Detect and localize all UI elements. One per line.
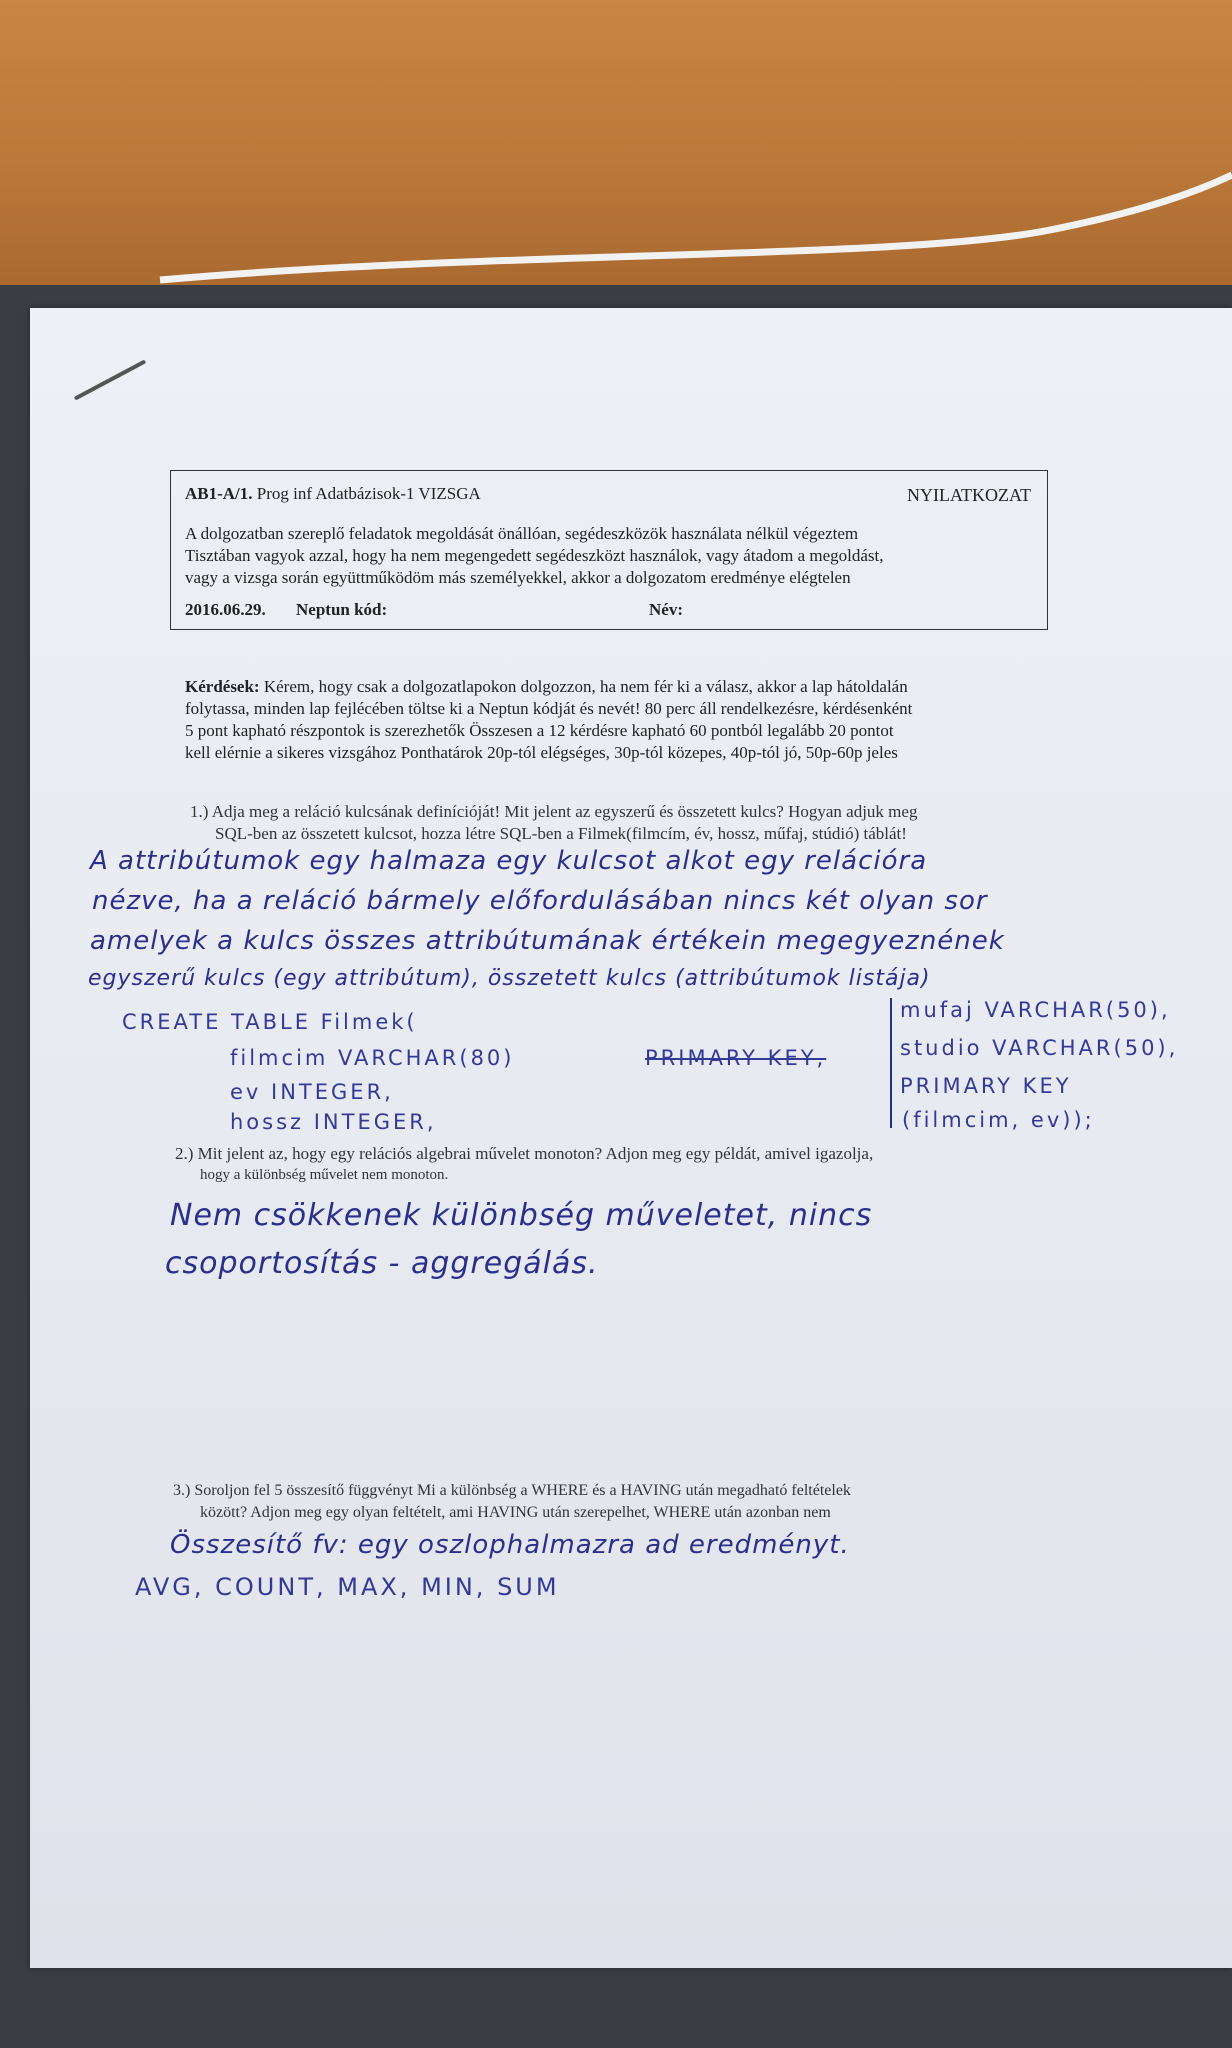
declaration-line: A dolgozatban szereplő feladatok megoldását önállóan, segédeszközök használata nélkül végeztem	[185, 524, 859, 543]
wooden-desk	[0, 0, 1232, 300]
answer-3-line: AVG, COUNT, MAX, MIN, SUM	[135, 1573, 560, 1601]
instructions-line: Kérem, hogy csak a dolgozatlapokon dolgozzon, ha nem fér ki a válasz, akkor a lap hátoldalán	[263, 677, 908, 696]
header-box	[170, 470, 1048, 630]
sql-struck: PRIMARY KEY,	[645, 1046, 827, 1070]
sql-line: mufaj VARCHAR(50),	[900, 998, 1171, 1022]
sql-line: (filmcim, ev));	[902, 1108, 1095, 1132]
exam-sheet	[30, 308, 1232, 1968]
neptun-label: Neptun kód:	[296, 600, 388, 619]
instructions-line: kell elérnie a sikeres vizsgához Ponthatárok 20p-tól elégséges, 30p-tól közepes, 40p-tól jó, 50p-60p jeles	[185, 743, 898, 762]
instructions-line: folytassa, minden lap fejlécében töltse ki a Neptun kódját és nevét! 80 perc áll rendelkezésre, kérdésenként	[185, 699, 913, 718]
cable-icon	[0, 0, 1232, 300]
header-line	[185, 483, 481, 504]
sql-line: hossz INTEGER,	[230, 1110, 437, 1134]
question-2-line: 2.) Mit jelent az, hogy egy relációs algebrai művelet monoton? Adjon meg egy példát, amivel igazolja,	[175, 1144, 874, 1163]
exam-code: AB1-A/1.	[185, 484, 253, 503]
instructions	[185, 676, 1055, 697]
sql-line: filmcim VARCHAR(80)	[230, 1046, 515, 1070]
divider-line	[890, 998, 892, 1128]
sql-line: ev INTEGER,	[230, 1080, 394, 1104]
instructions-lead: Kérdések:	[185, 677, 260, 696]
answer-1-line: A attribútumok egy halmaza egy kulcsot alkot egy relációra	[90, 846, 928, 876]
staple-mark	[74, 359, 147, 400]
question-3-line: 3.) Soroljon fel 5 összesítő függvényt Mi a különbség a WHERE és a HAVING után megadható feltételek	[173, 1482, 851, 1499]
question-1-line: 1.) Adja meg a reláció kulcsának definícióját! Mit jelent az egyszerű és összetett kulcs? Hogyan adjuk meg	[190, 802, 918, 821]
sql-line: CREATE TABLE Filmek(	[122, 1010, 418, 1034]
course-name: Prog inf Adatbázisok-1 VIZSGA	[256, 484, 481, 503]
sql-line: PRIMARY KEY	[900, 1074, 1072, 1098]
declaration-line: Tisztában vagyok azzal, hogy ha nem megengedett segédeszközt használok, vagy átadom a megoldást,	[185, 546, 884, 565]
answer-1-line: egyszerű kulcs (egy attribútum), összetett kulcs (attribútumok listája)	[88, 966, 931, 991]
sql-line: studio VARCHAR(50),	[900, 1036, 1179, 1060]
answer-1-line: nézve, ha a reláció bármely előfordulásában nincs két olyan sor	[92, 886, 988, 916]
name-label: Név:	[649, 600, 683, 619]
exam-date: 2016.06.29.	[185, 600, 266, 619]
question-2-line: hogy a különbség művelet nem monoton.	[200, 1167, 449, 1183]
question-3-line: között? Adjon meg egy olyan feltételt, ami HAVING után szerepelhet, WHERE után azonban nem	[200, 1504, 831, 1521]
answer-1-line: amelyek a kulcs összes attribútumának értékein megegyeznének	[90, 926, 1005, 956]
answer-3-line: Összesítő fv: egy oszlophalmazra ad eredményt.	[170, 1530, 850, 1560]
answer-2-line: Nem csökkenek különbség műveletet, nincs	[170, 1198, 873, 1233]
answer-2-line: csoportosítás - aggregálás.	[165, 1246, 599, 1281]
question-1-line: SQL-ben az összetett kulcsot, hozza létre SQL-ben a Filmek(filmcím, év, hossz, műfaj, stúdió) táblát!	[215, 824, 907, 843]
header-title: NYILATKOZAT	[907, 485, 1031, 505]
declaration-line: vagy a vizsga során együttműködöm más személyekkel, akkor a dolgozatom eredménye elégtelen	[185, 568, 851, 587]
instructions-line: 5 pont kapható részpontok is szerezhetők Összesen a 12 kérdésre kapható 60 pontból legalább 20 pontot	[185, 721, 894, 740]
